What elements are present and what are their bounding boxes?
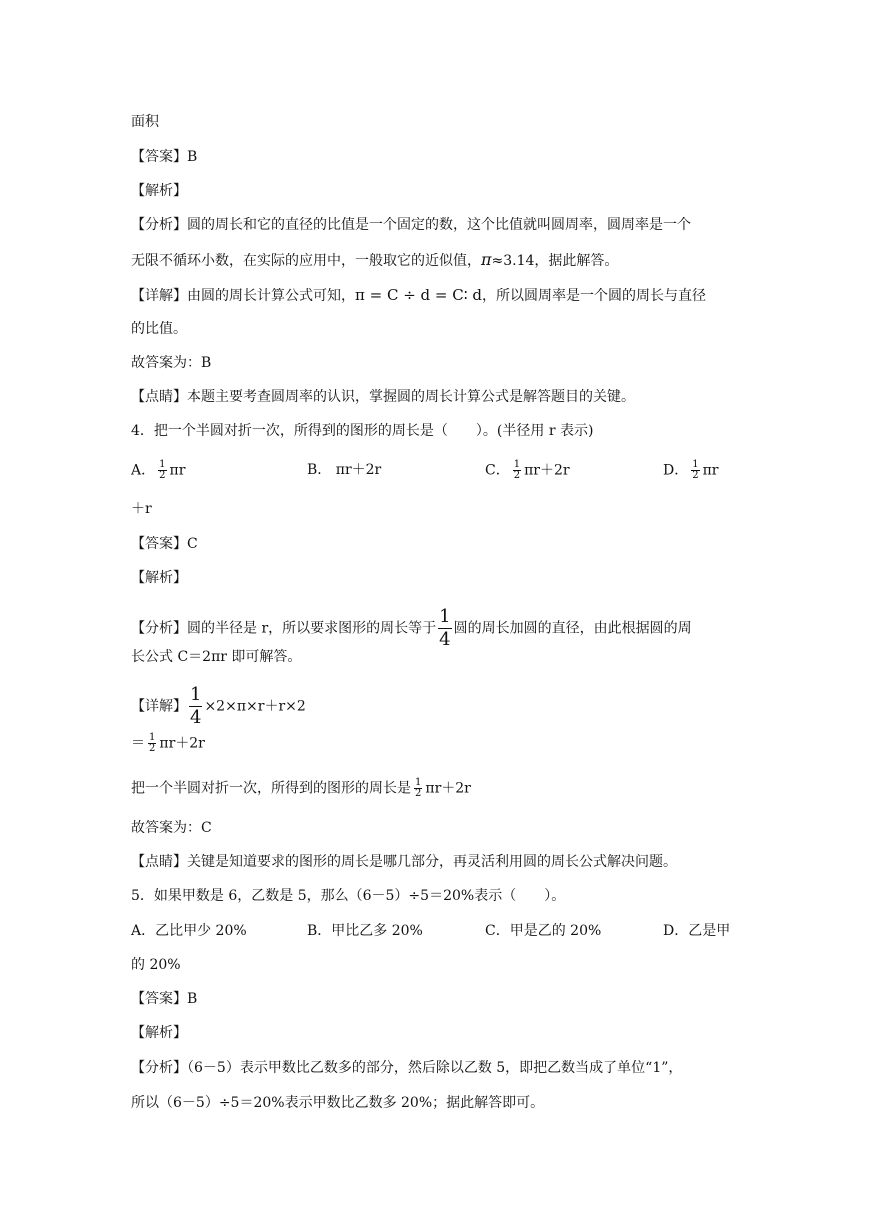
q4-xiangjie-line: 【详解】 $\frac{1}{4}$ ×2×π×r＋r×2 bbox=[131, 684, 306, 728]
fraction-one-quarter: $\frac{1}{4}$ bbox=[190, 684, 202, 728]
fraction-one-half: $\frac{1}{2}$ bbox=[415, 777, 422, 799]
q4-equation-line: ＝ $\frac{1}{2}$ πr＋2r bbox=[131, 732, 205, 754]
analysis-label: 【解析】 bbox=[131, 183, 187, 199]
dianjing-line: 【点睛】本题主要考查圆周率的认识，掌握圆的周长计算公式是解答题目的关键。 bbox=[131, 389, 635, 405]
q5-answer-line bbox=[131, 989, 197, 1009]
fenxi-line-1: 【分析】圆的周长和它的直径的比值是一个固定的数，这个比值就叫圆周率，圆周率是一个 bbox=[131, 217, 691, 233]
q4-option-d-continued: ＋r bbox=[131, 501, 152, 517]
q4-sentence-line: 把一个半圆对折一次，所得到的图形的周长是 $\frac{1}{2}$ πr＋2r bbox=[131, 777, 471, 799]
fraction-one-half: $\frac{1}{2}$ bbox=[149, 732, 156, 754]
xiangjie-label: 【详解】 bbox=[131, 288, 187, 304]
fraction-one-quarter: $\frac{1}{4}$ bbox=[439, 606, 451, 650]
question-5-stem: 5．如果甲数是 6，乙数是 5，那么（6－5）÷5＝20%表示（ ）。 bbox=[131, 888, 566, 904]
q4-option-c: C． $\frac{1}{2}$ πr＋2r bbox=[485, 459, 570, 481]
answer-value: C bbox=[187, 536, 198, 552]
q5-fenxi-line-2: 所以（6－5）÷5＝20%表示甲数比乙数多 20%；据此解答即可。 bbox=[131, 1095, 545, 1111]
answer-label: 【答案】 bbox=[131, 991, 187, 1007]
answer-value: B bbox=[187, 149, 198, 165]
q4-conclusion-line: 故答案为：C bbox=[131, 820, 212, 836]
question-4-stem: 4．把一个半圆对折一次，所得到的图形的周长是（ ）。(半径用 r 表示) bbox=[131, 423, 594, 439]
q4-option-d: D． $\frac{1}{2}$ πr bbox=[663, 459, 719, 481]
q4-fenxi-line-2: 长公式 C＝2πr 即可解答。 bbox=[131, 649, 302, 665]
fenxi-label: 【分析】 bbox=[131, 217, 187, 233]
q4-option-b: B． πr＋2r bbox=[307, 462, 382, 478]
q4-answer-line bbox=[131, 534, 198, 554]
fenxi-label: 【分析】 bbox=[131, 1060, 187, 1076]
pi-symbol: π bbox=[481, 250, 492, 269]
fraction-one-half: $\frac{1}{2}$ bbox=[159, 459, 166, 481]
q5-option-d: D．乙是甲 bbox=[663, 923, 731, 939]
fraction-one-half: $\frac{1}{2}$ bbox=[692, 459, 699, 481]
answer-value: B bbox=[187, 991, 198, 1007]
q5-option-c: C．甲是乙的 20% bbox=[485, 923, 602, 939]
q5-fenxi-line-1: 【分析】（6－5）表示甲数比乙数多的部分，然后除以乙数 5，即把乙数当成了单位“1”， bbox=[131, 1060, 683, 1076]
q4-fenxi-line-1: 【分析】圆的半径是 r，所以要求图形的周长等于 $\frac{1}{4}$ 圆的周长加圆的直径，由此根据圆的周 bbox=[131, 606, 692, 650]
xiangjie-line-1: 【详解】由圆的周长计算公式可知，π = C ÷ d = C∶ d，所以圆周率是一个圆的周长与直径 bbox=[131, 286, 707, 304]
fenxi-label: 【分析】 bbox=[131, 620, 187, 637]
q5-analysis-label: 【解析】 bbox=[131, 1025, 187, 1041]
dianjing-label: 【点睛】 bbox=[131, 389, 187, 405]
conclusion-line: 故答案为：B bbox=[131, 355, 212, 371]
q4-analysis-label: 【解析】 bbox=[131, 570, 187, 586]
q5-option-a: A．乙比甲少 20% bbox=[131, 923, 247, 939]
area-word: 面积 bbox=[131, 114, 159, 130]
xiangjie-line-2: 的比值。 bbox=[131, 321, 187, 337]
fraction-one-half: $\frac{1}{2}$ bbox=[513, 459, 521, 481]
q4-dianjing-line: 【点睛】关键是知道要求的图形的周长是哪几部分，再灵活利用圆的周长公式解决问题。 bbox=[131, 854, 677, 870]
pi-formula: π = C ÷ d = C∶ d bbox=[355, 286, 483, 304]
xiangjie-label: 【详解】 bbox=[131, 698, 187, 715]
answer-line bbox=[131, 147, 197, 167]
answer-label: 【答案】 bbox=[131, 149, 187, 165]
dianjing-label: 【点睛】 bbox=[131, 854, 187, 870]
q5-option-b: B．甲比乙多 20% bbox=[307, 923, 423, 939]
answer-label: 【答案】 bbox=[131, 536, 187, 552]
fenxi-line-2: 无限不循环小数，在实际的应用中，一般取它的近似值，π≈3.14，据此解答。 bbox=[131, 250, 619, 269]
q4-option-a: A． $\frac{1}{2}$ πr bbox=[131, 459, 186, 481]
q5-option-d-continued: 的 20% bbox=[131, 957, 181, 973]
